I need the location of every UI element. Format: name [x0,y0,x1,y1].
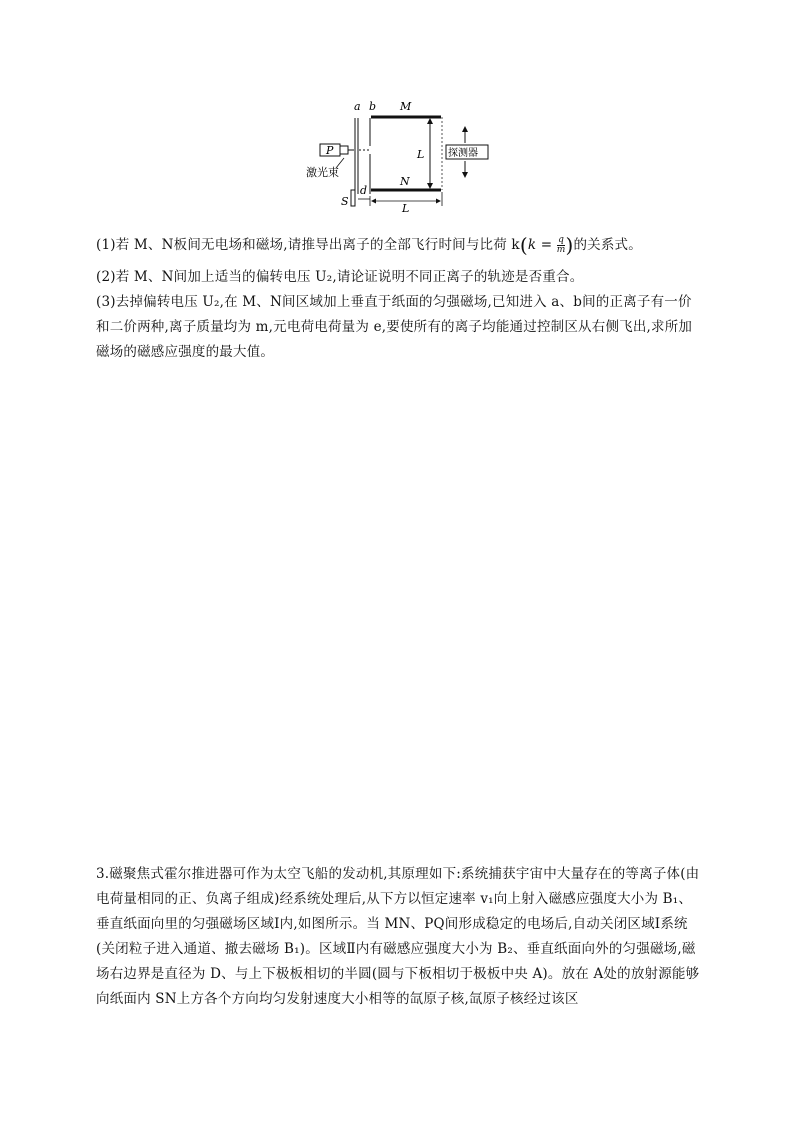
apparatus-diagram [300,96,500,216]
label-P: P [326,144,334,157]
problem-3-text: 3.磁聚焦式霍尔推进器可作为太空飞船的发动机,其原理如下:系统捕获宇宙中大量存在的等离子体(由电荷量相同的正、负离子组成)经系统处理后,从下方以恒定速率 v₁向上射入磁感应强度大小为 B₁、垂直纸面向里的匀强磁场区域Ⅰ内,如图所示。当 MN、PQ间形成稳定的电场后,自动关闭区域Ⅰ系统(关闭粒子进入通道、撤去磁场 B₁)。区域Ⅱ内有磁感应强度大小为 B₂、垂直纸面向外的匀强磁场,磁场右边界是直径为 D、与上下极板相切的半圆(圆与下板相切于极板中央 A)。放在 A处的放射源能够向纸面内 SN上方各个方向均匀发射速度大小相等的氙原子核,氙原子核经过该区 [96,866,700,1007]
question-1: (1)若 M、N板间无电场和磁场,请推导出离子的全部飞行时间与比荷 k(k = $\frac{q}{m}$ )的关系式。 [96,233,642,257]
question-2: (2)若 M、N间加上适当的偏转电压 U₂,请论证说明不同正离子的轨迹是否重合。 [96,269,584,285]
label-a: a [354,100,361,113]
laser-label: 激光束 [306,166,339,179]
formula-k: k = [527,237,557,253]
label-b: b [369,100,377,113]
label-L-vertical: L [417,148,425,161]
source-S [351,190,355,206]
detector-label: 探测器 [448,148,478,159]
label-N: N [400,175,410,188]
label-d: d [360,184,368,197]
question-3: (3)去掉偏转电压 U₂,在 M、N间区域加上垂直于纸面的匀强磁场,已知进入 a、b间的正离子有一价和二价两种,离子质量均为 m,元电荷电荷量为 e,要使所有的离子均能通过控制区从右侧飞出,求所加磁场的磁感应强度的最大值。 [96,294,693,360]
fraction-q-over-m: $\frac{q}{m}$ [556,235,566,255]
label-M: M [400,100,412,113]
label-S: S [341,195,349,208]
label-L-horizontal: L [402,202,410,215]
